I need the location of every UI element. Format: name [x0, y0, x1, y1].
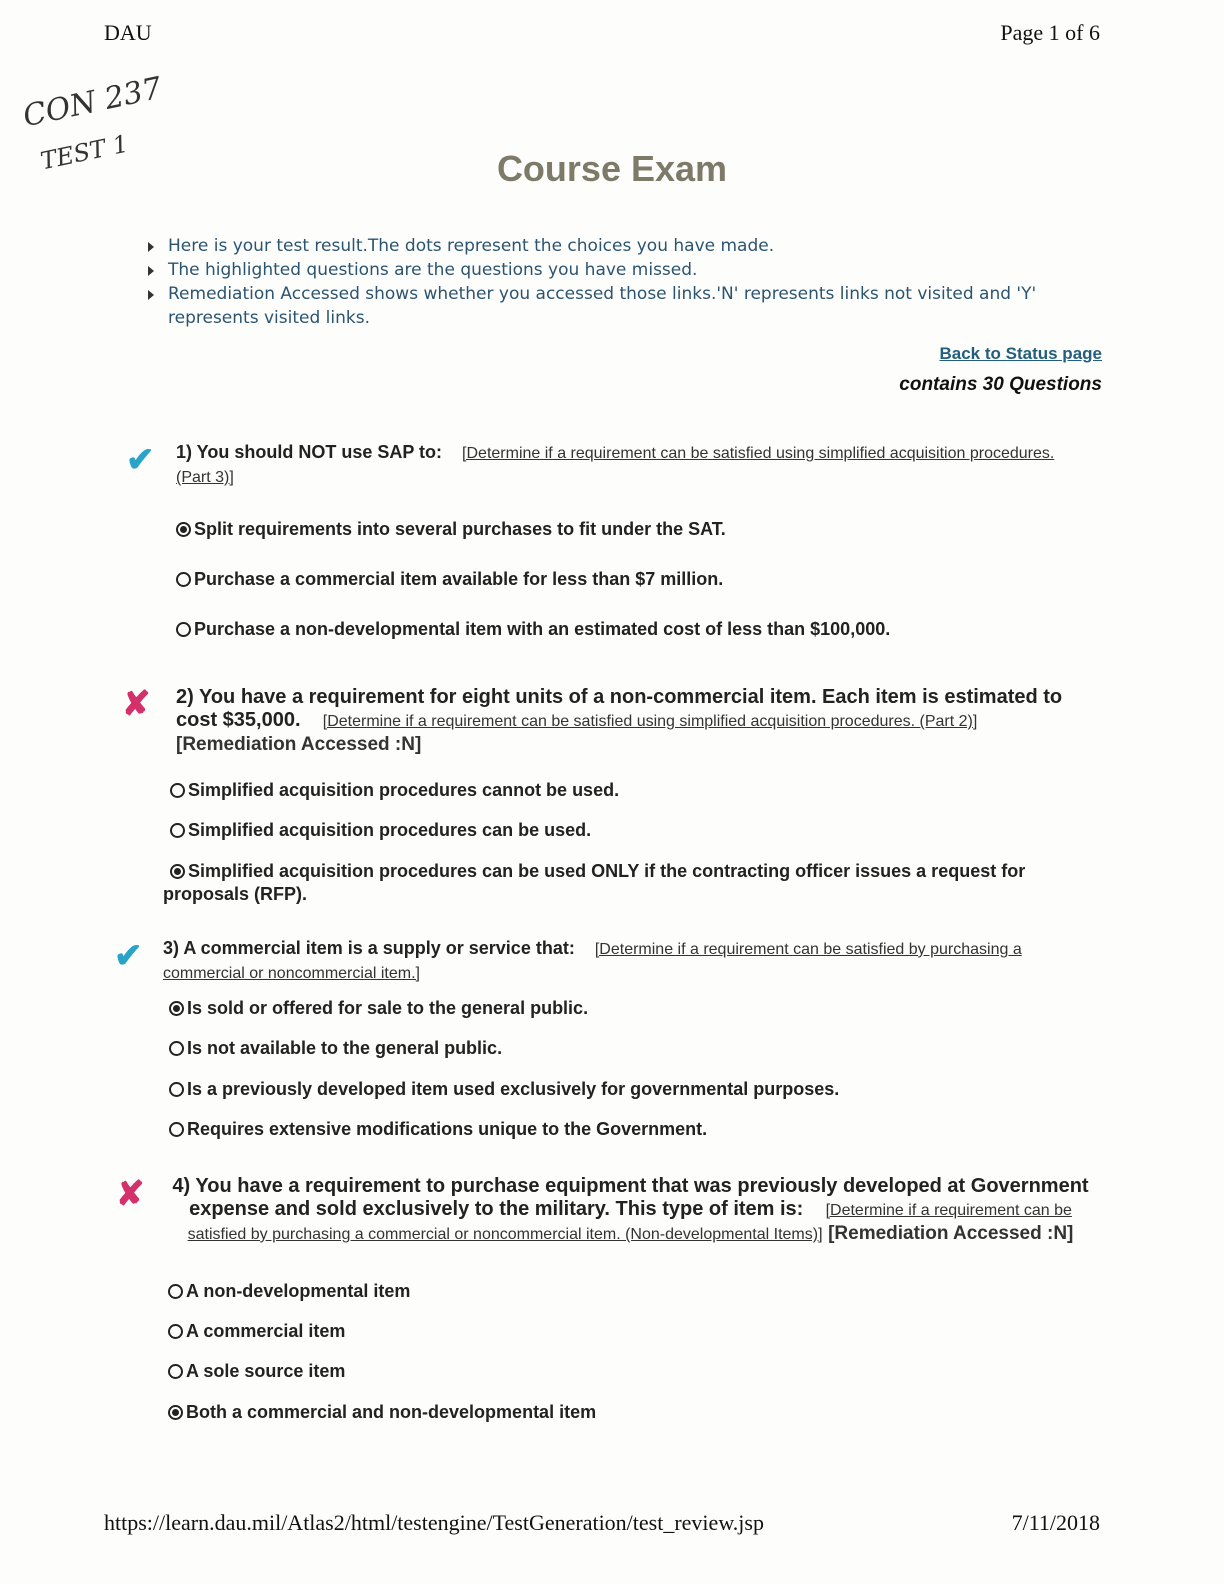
question-2-remediation-link[interactable]: [Determine if a requirement can be satisfied using simplified acquisition procedures. (Part 2)] — [322, 713, 978, 730]
option[interactable]: Simplified acquisition procedures can be used. — [170, 819, 591, 842]
option[interactable]: Is sold or offered for sale to the general public. — [169, 997, 588, 1020]
option[interactable]: Is not available to the general public. — [169, 1037, 502, 1060]
question-3: 3) A commercial item is a supply or service that: [Determine if a requirement can be satisfied by purchasing a commercial or noncommercial item.] — [163, 938, 1022, 982]
site-header: DAU — [104, 20, 152, 45]
option[interactable]: Purchase a commercial item available for less than $7 million. — [176, 568, 723, 591]
option[interactable]: Is a previously developed item used exclusively for governmental purposes. — [169, 1078, 839, 1101]
instruction-item: Remediation Accessed shows whether you accessed those links.'N' represents links not visited and 'Y' represents visited links. — [146, 282, 1086, 330]
back-to-status-link[interactable]: Back to Status page — [939, 344, 1102, 363]
handwritten-note-line2: TEST 1 — [38, 129, 131, 176]
remediation-status: [Remediation Accessed :N] — [176, 734, 422, 755]
page-title: Course Exam — [496, 148, 728, 189]
option[interactable]: Purchase a non-developmental item with an estimated cost of less than $100,000. — [176, 618, 890, 641]
option[interactable]: Simplified acquisition procedures can be used ONLY if the contracting officer issues a request for proposals (RFP). — [163, 861, 1026, 904]
option[interactable]: Split requirements into several purchases to fit under the SAT. — [176, 518, 726, 541]
bullet-icon — [148, 266, 154, 276]
option[interactable]: Both a commercial and non-developmental item — [168, 1401, 596, 1424]
radio[interactable] — [169, 1082, 184, 1097]
option[interactable]: Requires extensive modifications unique to the Government. — [169, 1118, 707, 1141]
x-icon: ✘ — [116, 1175, 145, 1213]
radio-selected[interactable] — [170, 864, 185, 879]
question-2: 2) You have a requirement for eight units of a non-commercial item. Each item is estimated to cost $35,000. [Determine if a requirement can be satisfied using simplified acquisition procedures. (Part 2)] [Remediation Accessed :N] — [176, 686, 1063, 755]
handwritten-note-line1: CON 237 — [20, 70, 165, 135]
option[interactable]: A sole source item — [168, 1360, 345, 1383]
question-count: contains 30 Questions — [899, 374, 1102, 395]
radio[interactable] — [169, 1122, 184, 1137]
question-1-remediation-link[interactable]: [Determine if a requirement can be satisfied using simplified acquisition procedures. (Part 3)] — [176, 445, 1055, 486]
radio-selected[interactable] — [169, 1001, 184, 1016]
radio[interactable] — [168, 1324, 183, 1339]
option[interactable]: A non-developmental item — [168, 1280, 410, 1303]
question-4: 4) You have a requirement to purchase equipment that was previously developed at Government expense and sold exclusively to the military. This type of item is: [Determine if a requirement can be satisfied by purchasing a commercial or noncommercial item. (Non-developmental Items)] [Remediation Accessed :N] — [172, 1175, 1089, 1244]
bullet-icon — [148, 290, 154, 300]
radio[interactable] — [170, 783, 185, 798]
footer-url: https://learn.dau.mil/Atlas2/html/testengine/TestGeneration/test_review.jsp — [104, 1510, 764, 1535]
question-3-remediation-link[interactable]: [Determine if a requirement can be satisfied by purchasing a commercial or noncommercial item.] — [163, 941, 1022, 982]
question-1: 1) You should NOT use SAP to: [Determine if a requirement can be satisfied using simplified acquisition procedures. (Part 3)] — [176, 442, 1055, 486]
instruction-item: Here is your test result.The dots represent the choices you have made. — [146, 234, 1086, 258]
x-icon: ✘ — [122, 685, 151, 723]
radio[interactable] — [168, 1284, 183, 1299]
check-icon: ✔ — [114, 937, 143, 975]
radio[interactable] — [169, 1041, 184, 1056]
remediation-status: [Remediation Accessed :N] — [828, 1223, 1074, 1244]
radio[interactable] — [170, 823, 185, 838]
footer-date: 7/11/2018 — [1011, 1510, 1100, 1535]
option[interactable]: Simplified acquisition procedures cannot be used. — [170, 779, 619, 802]
check-icon: ✔ — [126, 441, 155, 479]
question-4-remediation-link[interactable]: [Determine if a requirement can be satisfied by purchasing a commercial or noncommercial item. (Non-developmental Items)] — [187, 1202, 1072, 1243]
radio-selected[interactable] — [176, 522, 191, 537]
page-number: Page 1 of 6 — [1000, 20, 1100, 45]
radio-selected[interactable] — [168, 1405, 183, 1420]
radio[interactable] — [176, 572, 191, 587]
radio[interactable] — [168, 1364, 183, 1379]
option[interactable]: A commercial item — [168, 1320, 345, 1343]
radio[interactable] — [176, 622, 191, 637]
bullet-icon — [148, 242, 154, 252]
instruction-item: The highlighted questions are the questions you have missed. — [146, 258, 1086, 282]
instructions-list — [146, 234, 1086, 330]
